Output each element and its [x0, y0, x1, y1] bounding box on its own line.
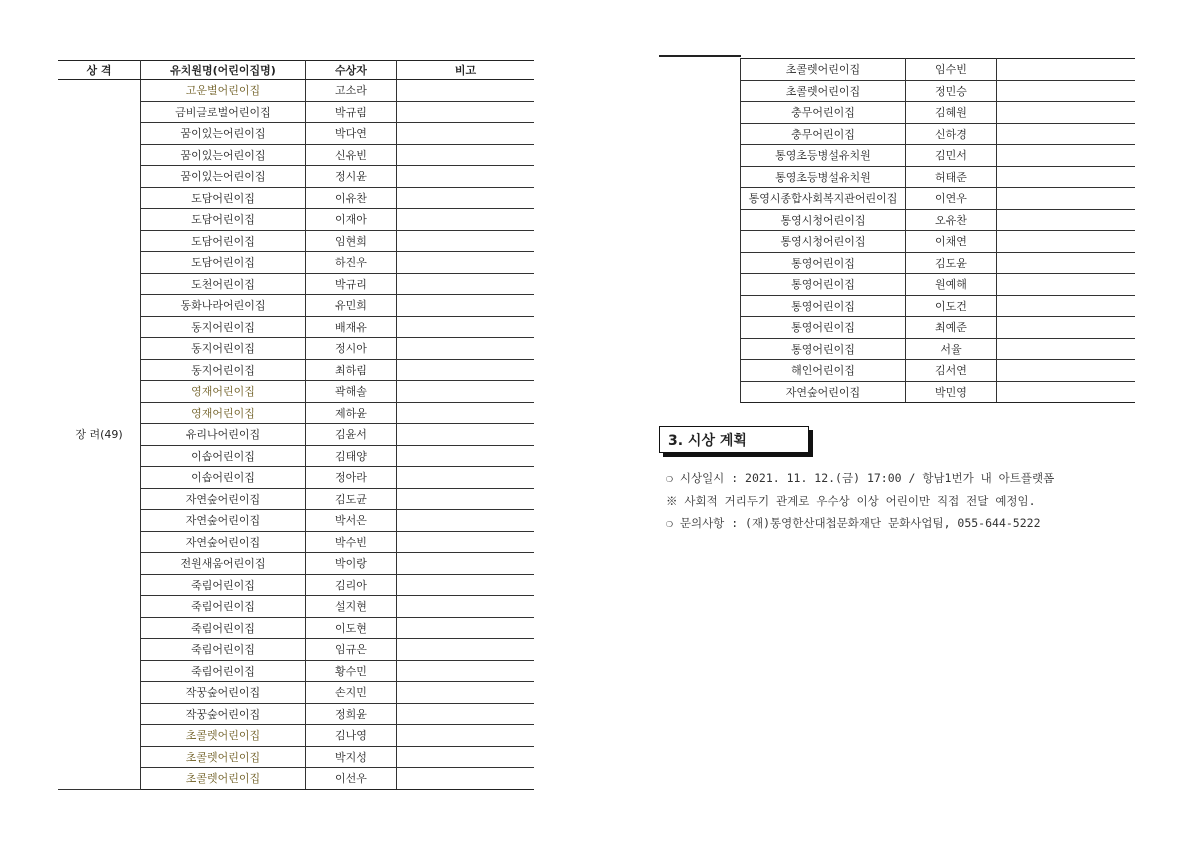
kindergarten-cell: 통영시청어린이집 [741, 231, 906, 253]
table-row [659, 166, 1135, 188]
kindergarten-cell: 작꿍숲어린이집 [141, 703, 306, 725]
note-cell [997, 209, 1136, 231]
kindergarten-cell: 해인어린이집 [741, 360, 906, 382]
section-title-box [659, 426, 809, 453]
note-cell [397, 209, 535, 231]
kindergarten-cell: 전원새움어린이집 [141, 553, 306, 575]
note-cell [397, 273, 535, 295]
header-kindergarten: 유치원명(어린이집명) [141, 61, 306, 80]
award-rank-cell [659, 102, 741, 124]
note-cell [397, 166, 535, 188]
note-cell [997, 188, 1136, 210]
winner-cell: 박서은 [306, 510, 397, 532]
kindergarten-cell: 꿈이있는어린이집 [141, 123, 306, 145]
winner-cell: 곽해솔 [306, 381, 397, 403]
note-cell [997, 381, 1136, 403]
award-rank-cell [659, 338, 741, 360]
note-cell [397, 144, 535, 166]
winner-cell: 정희윤 [306, 703, 397, 725]
winner-cell: 김윤서 [306, 424, 397, 446]
winner-cell: 박규림 [306, 101, 397, 123]
note-cell [397, 746, 535, 768]
table-row [659, 360, 1135, 382]
kindergarten-cell: 죽림어린이집 [141, 617, 306, 639]
winner-cell: 이연우 [906, 188, 997, 210]
table-row [659, 317, 1135, 339]
table-row [659, 231, 1135, 253]
kindergarten-cell: 죽림어린이집 [141, 596, 306, 618]
kindergarten-cell: 이솝어린이집 [141, 467, 306, 489]
kindergarten-cell: 꿈이있는어린이집 [141, 166, 306, 188]
winner-cell: 김도윤 [906, 252, 997, 274]
table-row [659, 381, 1135, 403]
table-row [659, 252, 1135, 274]
note-cell [397, 445, 535, 467]
note-cell [997, 166, 1136, 188]
section-title: 3. 시상 계획 [668, 433, 747, 449]
header-winner: 수상자 [306, 61, 397, 80]
winner-cell: 김혜원 [906, 102, 997, 124]
right-award-table [659, 58, 1135, 403]
note-cell [397, 316, 535, 338]
kindergarten-cell: 고운별어린이집 [141, 80, 306, 102]
winner-cell: 임수빈 [906, 59, 997, 81]
kindergarten-cell: 죽림어린이집 [141, 574, 306, 596]
winner-cell: 박다연 [306, 123, 397, 145]
kindergarten-cell: 영재어린이집 [141, 381, 306, 403]
table-row [659, 274, 1135, 296]
kindergarten-cell: 통영어린이집 [741, 295, 906, 317]
award-rank-cell [659, 188, 741, 210]
note-cell [397, 402, 535, 424]
winner-cell: 설지현 [306, 596, 397, 618]
winner-cell: 배재유 [306, 316, 397, 338]
kindergarten-cell: 초콜렛어린이집 [141, 768, 306, 790]
table-row [659, 123, 1135, 145]
note-cell [397, 252, 535, 274]
winner-cell: 박수빈 [306, 531, 397, 553]
winner-cell: 정민승 [906, 80, 997, 102]
winner-cell: 박규리 [306, 273, 397, 295]
winner-cell: 황수민 [306, 660, 397, 682]
kindergarten-cell: 통영어린이집 [741, 274, 906, 296]
winner-cell: 신유빈 [306, 144, 397, 166]
winner-cell: 임현희 [306, 230, 397, 252]
winner-cell: 김태양 [306, 445, 397, 467]
kindergarten-cell: 초콜렛어린이집 [141, 725, 306, 747]
kindergarten-cell: 죽림어린이집 [141, 639, 306, 661]
note-cell [397, 553, 535, 575]
kindergarten-cell: 통영초등병설유치원 [741, 166, 906, 188]
kindergarten-cell: 동지어린이집 [141, 316, 306, 338]
table-header-row [58, 61, 534, 80]
note-cell [397, 187, 535, 209]
note-cell [397, 768, 535, 790]
kindergarten-cell: 죽림어린이집 [141, 660, 306, 682]
winner-cell: 김나영 [306, 725, 397, 747]
table-row [659, 145, 1135, 167]
kindergarten-cell: 금비글로벌어린이집 [141, 101, 306, 123]
note-item: ※ 사회적 거리두기 관계로 우수상 이상 어린이만 직접 전달 예정임. [666, 493, 1036, 508]
note-cell [397, 639, 535, 661]
kindergarten-cell: 통영시종합사회복지관어린이집 [741, 188, 906, 210]
table-row [659, 338, 1135, 360]
note-cell [997, 123, 1136, 145]
left-award-table [58, 60, 534, 790]
note-cell [397, 381, 535, 403]
winner-cell: 박지성 [306, 746, 397, 768]
table-row [659, 295, 1135, 317]
table-row [659, 59, 1135, 81]
award-rank-cell [659, 381, 741, 403]
note-cell [397, 488, 535, 510]
winner-cell: 정시아 [306, 338, 397, 360]
winner-cell: 손지민 [306, 682, 397, 704]
winner-cell: 김도균 [306, 488, 397, 510]
winner-cell: 임규은 [306, 639, 397, 661]
note-cell [397, 123, 535, 145]
header-note: 비고 [397, 61, 535, 80]
kindergarten-cell: 도담어린이집 [141, 230, 306, 252]
kindergarten-cell: 통영어린이집 [741, 338, 906, 360]
kindergarten-cell: 도담어린이집 [141, 252, 306, 274]
kindergarten-cell: 동지어린이집 [141, 359, 306, 381]
winner-cell: 오유찬 [906, 209, 997, 231]
note-cell [397, 424, 535, 446]
winner-cell: 서율 [906, 338, 997, 360]
kindergarten-cell: 초콜렛어린이집 [141, 746, 306, 768]
note-cell [997, 231, 1136, 253]
kindergarten-cell: 초콜렛어린이집 [741, 80, 906, 102]
kindergarten-cell: 이솝어린이집 [141, 445, 306, 467]
note-cell [397, 101, 535, 123]
kindergarten-cell: 도천어린이집 [141, 273, 306, 295]
award-rank-cell [659, 59, 741, 81]
award-rank-cell [659, 317, 741, 339]
kindergarten-cell: 자연숲어린이집 [141, 531, 306, 553]
award-rank-cell [659, 166, 741, 188]
winner-cell: 정시윤 [306, 166, 397, 188]
note-cell [397, 80, 535, 102]
winner-cell: 김리아 [306, 574, 397, 596]
kindergarten-cell: 도담어린이집 [141, 209, 306, 231]
winner-cell: 고소라 [306, 80, 397, 102]
award-rank-cell [659, 252, 741, 274]
note-cell [397, 295, 535, 317]
kindergarten-cell: 자연숲어린이집 [141, 510, 306, 532]
kindergarten-cell: 유리나어린이집 [141, 424, 306, 446]
table-row [659, 102, 1135, 124]
kindergarten-cell: 작꿍숲어린이집 [141, 682, 306, 704]
note-cell [997, 360, 1136, 382]
kindergarten-cell: 자연숲어린이집 [141, 488, 306, 510]
award-rank-cell [659, 123, 741, 145]
note-cell [397, 574, 535, 596]
note-cell [997, 102, 1136, 124]
note-cell [397, 725, 535, 747]
note-cell [397, 682, 535, 704]
kindergarten-cell: 자연숲어린이집 [741, 381, 906, 403]
note-cell [397, 617, 535, 639]
award-rank-cell [659, 80, 741, 102]
note-cell [397, 338, 535, 360]
note-cell [397, 510, 535, 532]
award-rank-cell [659, 231, 741, 253]
kindergarten-cell: 통영시청어린이집 [741, 209, 906, 231]
award-rank-cell [659, 360, 741, 382]
winner-cell: 허태준 [906, 166, 997, 188]
winner-cell: 신하경 [906, 123, 997, 145]
winner-cell: 이도현 [306, 617, 397, 639]
note-cell [397, 703, 535, 725]
kindergarten-cell: 꿈이있는어린이집 [141, 144, 306, 166]
winner-cell: 김서연 [906, 360, 997, 382]
kindergarten-cell: 충무어린이집 [741, 123, 906, 145]
note-cell [997, 145, 1136, 167]
award-rank-cell [659, 209, 741, 231]
note-cell [997, 338, 1136, 360]
winner-cell: 유민희 [306, 295, 397, 317]
note-item: ❍ 문의사항 : (재)통영한산대첩문화재단 문화사업팀, 055-644-5222 [666, 516, 1041, 530]
table-row [659, 188, 1135, 210]
kindergarten-cell: 통영어린이집 [741, 317, 906, 339]
winner-cell: 정아라 [306, 467, 397, 489]
table-row [659, 209, 1135, 231]
note-cell [397, 467, 535, 489]
winner-cell: 이선우 [306, 768, 397, 790]
award-rank-cell [659, 274, 741, 296]
award-rank-cell: 장 려(49) [58, 80, 141, 790]
note-cell [997, 80, 1136, 102]
winner-cell: 최하림 [306, 359, 397, 381]
kindergarten-cell: 동지어린이집 [141, 338, 306, 360]
top-rule [659, 55, 741, 57]
table-row [659, 80, 1135, 102]
winner-cell: 김민서 [906, 145, 997, 167]
winner-cell: 이재아 [306, 209, 397, 231]
kindergarten-cell: 통영초등병설유치원 [741, 145, 906, 167]
kindergarten-cell: 도담어린이집 [141, 187, 306, 209]
kindergarten-cell: 초콜렛어린이집 [741, 59, 906, 81]
header-rank: 상 격 [58, 61, 141, 80]
winner-cell: 박이랑 [306, 553, 397, 575]
note-cell [397, 531, 535, 553]
note-item: ❍ 시상일시 : 2021. 11. 12.(금) 17:00 / 항남1번가 내 아트플랫폼 [666, 471, 1055, 485]
note-cell [397, 596, 535, 618]
note-cell [997, 317, 1136, 339]
winner-cell: 최예준 [906, 317, 997, 339]
winner-cell: 이유찬 [306, 187, 397, 209]
note-cell [397, 660, 535, 682]
note-cell [997, 252, 1136, 274]
kindergarten-cell: 충무어린이집 [741, 102, 906, 124]
winner-cell: 박민영 [906, 381, 997, 403]
award-rank-cell [659, 145, 741, 167]
table-row [58, 80, 534, 102]
winner-cell: 제하윤 [306, 402, 397, 424]
kindergarten-cell: 통영어린이집 [741, 252, 906, 274]
note-cell [997, 274, 1136, 296]
notes-list [666, 467, 1054, 535]
winner-cell: 이도건 [906, 295, 997, 317]
winner-cell: 이채연 [906, 231, 997, 253]
winner-cell: 원예해 [906, 274, 997, 296]
winner-cell: 하진우 [306, 252, 397, 274]
kindergarten-cell: 동화나라어린이집 [141, 295, 306, 317]
note-cell [997, 295, 1136, 317]
award-rank-cell [659, 295, 741, 317]
note-cell [397, 359, 535, 381]
note-cell [997, 59, 1136, 81]
kindergarten-cell: 영재어린이집 [141, 402, 306, 424]
note-cell [397, 230, 535, 252]
